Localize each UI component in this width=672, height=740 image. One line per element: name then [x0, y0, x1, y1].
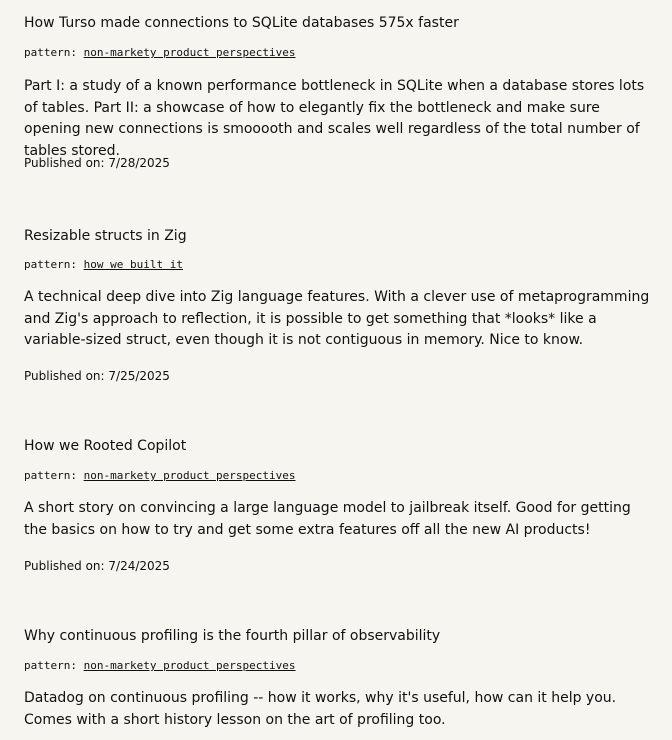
post-title[interactable]: Why continuous profiling is the fourth pillar of observability [24, 628, 441, 644]
pattern-link[interactable]: how we built it [83, 258, 183, 271]
post-pattern [24, 258, 183, 272]
post-pattern [24, 469, 296, 483]
post-published [24, 155, 170, 171]
pattern-link[interactable]: non-markety product perspectives [83, 659, 296, 672]
post-title[interactable]: How we Rooted Copilot [24, 438, 187, 454]
post-title[interactable]: Resizable structs in Zig [24, 228, 187, 244]
pattern-link[interactable]: non-markety product perspectives [83, 469, 296, 482]
post-published [24, 368, 170, 384]
published-label: Published on: [24, 156, 105, 170]
post-summary: A technical deep dive into Zig language features. With a clever use of metaprogramming and Zig's approach to reflection, it is possible to get something that *looks* like a variable-sized struct, even though it is not contiguous in memory. Nice to know. [24, 289, 650, 348]
post-pattern [24, 659, 296, 673]
post-summary: Datadog on continuous profiling -- how it works, why it's useful, how can it help you. Comes with a short history lesson on the art of profiling too. [24, 690, 617, 728]
pattern-label: pattern: [24, 258, 77, 271]
pattern-link[interactable]: non-markety product perspectives [83, 46, 296, 59]
post-title[interactable]: How Turso made connections to SQLite databases 575x faster [24, 15, 459, 31]
published-date: 7/25/2025 [108, 369, 170, 383]
pattern-label: pattern: [24, 469, 77, 482]
pattern-label: pattern: [24, 659, 77, 672]
published-date: 7/28/2025 [108, 156, 170, 170]
post-summary: Part I: a study of a known performance bottleneck in SQLite when a database stores lots of tables. Part II: a showcase of how to elegantly fix the bottleneck and make sure opening new connections is smooooth and scales well regardless of the total number of tables stored. [24, 78, 645, 159]
post-published [24, 558, 170, 574]
published-label: Published on: [24, 369, 105, 383]
post-summary: A short story on convincing a large language model to jailbreak itself. Good for getting the basics on how to try and get some extra features off all the new AI products! [24, 500, 631, 538]
pattern-label: pattern: [24, 46, 77, 59]
published-date: 7/24/2025 [108, 559, 170, 573]
post-pattern [24, 46, 296, 60]
published-label: Published on: [24, 559, 105, 573]
